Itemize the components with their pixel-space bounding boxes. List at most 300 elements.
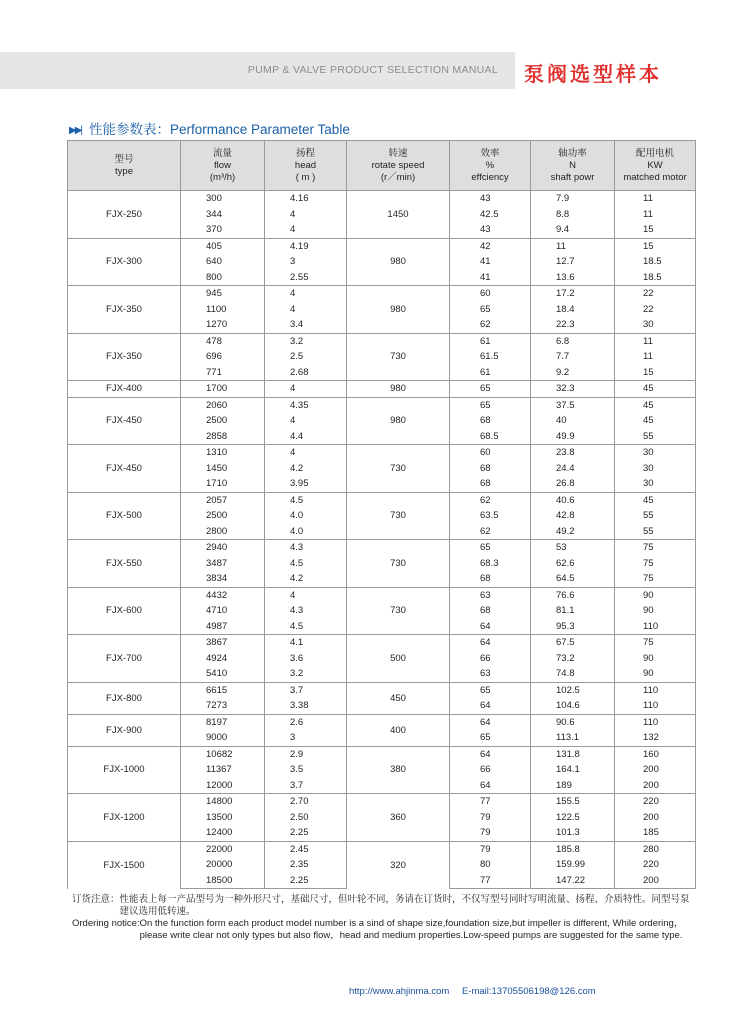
head-cell: 4.16 <box>265 191 347 207</box>
column-header-unit: effciency <box>471 171 509 183</box>
table-row <box>68 286 696 302</box>
motor-cell: 55 <box>615 429 696 445</box>
flow-cell: 4710 <box>181 603 265 619</box>
speed-cell: 360 <box>347 794 450 842</box>
motor-cell: 75 <box>615 571 696 587</box>
efficiency-cell: 63 <box>450 666 531 682</box>
shaft-power-cell: 8.8 <box>531 207 615 223</box>
motor-cell: 90 <box>615 651 696 667</box>
flow-cell: 300 <box>181 191 265 207</box>
shaft-power-cell: 131.8 <box>531 746 615 762</box>
note-zh <box>72 894 692 918</box>
motor-cell: 110 <box>615 698 696 714</box>
shaft-power-cell: 90.6 <box>531 714 615 730</box>
head-cell: 4 <box>265 207 347 223</box>
flow-cell: 1310 <box>181 445 265 461</box>
flow-cell: 640 <box>181 254 265 270</box>
efficiency-cell: 68 <box>450 461 531 477</box>
table-row <box>68 445 696 461</box>
motor-cell: 90 <box>615 666 696 682</box>
speed-cell: 1450 <box>347 191 450 239</box>
column-header-en: KW <box>647 159 663 171</box>
motor-cell: 11 <box>615 191 696 207</box>
shaft-power-cell: 113.1 <box>531 730 615 746</box>
flow-cell: 4432 <box>181 587 265 603</box>
head-cell: 4.5 <box>265 492 347 508</box>
head-cell: 4.2 <box>265 571 347 587</box>
type-cell: FJX-450 <box>68 445 181 493</box>
efficiency-cell: 68 <box>450 571 531 587</box>
type-cell: FJX-700 <box>68 635 181 683</box>
flow-cell: 6615 <box>181 682 265 698</box>
efficiency-cell: 65 <box>450 381 531 398</box>
flow-cell: 12000 <box>181 778 265 794</box>
head-cell: 4 <box>265 587 347 603</box>
shaft-power-cell: 53 <box>531 540 615 556</box>
head-cell: 4.0 <box>265 508 347 524</box>
column-header-zh: 效率 <box>480 147 500 159</box>
shaft-power-cell: 74.8 <box>531 666 615 682</box>
efficiency-cell: 62 <box>450 492 531 508</box>
head-cell: 4.5 <box>265 556 347 572</box>
head-cell: 2.9 <box>265 746 347 762</box>
shaft-power-cell: 49.2 <box>531 524 615 540</box>
double-arrow-icon: ▶▶| <box>69 125 81 136</box>
motor-cell: 200 <box>615 873 696 889</box>
column-header <box>265 141 347 191</box>
table-row <box>68 540 696 556</box>
efficiency-cell: 63 <box>450 587 531 603</box>
shaft-power-cell: 189 <box>531 778 615 794</box>
speed-cell: 730 <box>347 540 450 588</box>
efficiency-cell: 64 <box>450 778 531 794</box>
shaft-power-cell: 185.8 <box>531 841 615 857</box>
efficiency-cell: 42 <box>450 238 531 254</box>
efficiency-cell: 41 <box>450 270 531 286</box>
efficiency-cell: 66 <box>450 762 531 778</box>
head-cell: 4.19 <box>265 238 347 254</box>
table-body <box>68 191 696 889</box>
motor-cell: 200 <box>615 762 696 778</box>
flow-cell: 1270 <box>181 317 265 333</box>
flow-cell: 4987 <box>181 619 265 635</box>
column-header-unit: shaft powr <box>550 171 595 183</box>
efficiency-cell: 79 <box>450 810 531 826</box>
head-cell: 3.4 <box>265 317 347 333</box>
head-cell: 2.70 <box>265 794 347 810</box>
flow-cell: 1450 <box>181 461 265 477</box>
section-title: 性能参数表：Performance Parameter Table <box>88 122 350 137</box>
head-cell: 3.95 <box>265 476 347 492</box>
shaft-power-cell: 159.99 <box>531 857 615 873</box>
type-cell: FJX-1500 <box>68 841 181 889</box>
head-cell: 4 <box>265 286 347 302</box>
efficiency-cell: 43 <box>450 191 531 207</box>
flow-cell: 800 <box>181 270 265 286</box>
efficiency-cell: 79 <box>450 825 531 841</box>
table-row <box>68 587 696 603</box>
motor-cell: 110 <box>615 682 696 698</box>
motor-cell: 45 <box>615 413 696 429</box>
head-cell: 2.5 <box>265 349 347 365</box>
flow-cell: 10682 <box>181 746 265 762</box>
note-en-label: Ordering notice: <box>72 918 140 929</box>
efficiency-cell: 63.5 <box>450 508 531 524</box>
flow-cell: 14800 <box>181 794 265 810</box>
shaft-power-cell: 32.3 <box>531 381 615 398</box>
head-cell: 2.45 <box>265 841 347 857</box>
flow-cell: 22000 <box>181 841 265 857</box>
flow-cell: 18500 <box>181 873 265 889</box>
header-chinese-title: 泵阀选型样本 <box>524 64 662 86</box>
column-header-zh: 配用电机 <box>635 147 674 159</box>
type-cell: FJX-1000 <box>68 746 181 794</box>
motor-cell: 18.5 <box>615 254 696 270</box>
footer-website-link[interactable]: http://www.ahjinma.com <box>349 986 450 997</box>
flow-cell: 2060 <box>181 397 265 413</box>
column-header <box>531 141 615 191</box>
column-header-unit: matched motor <box>623 171 687 183</box>
shaft-power-cell: 12.7 <box>531 254 615 270</box>
speed-cell: 400 <box>347 714 450 746</box>
motor-cell: 45 <box>615 397 696 413</box>
efficiency-cell: 68 <box>450 476 531 492</box>
flow-cell: 20000 <box>181 857 265 873</box>
efficiency-cell: 65 <box>450 540 531 556</box>
column-header <box>68 141 181 191</box>
motor-cell: 75 <box>615 635 696 651</box>
header-english-title: PUMP & VALVE PRODUCT SELECTION MANUAL <box>247 64 498 76</box>
head-cell: 2.6 <box>265 714 347 730</box>
flow-cell: 945 <box>181 286 265 302</box>
head-cell: 4.3 <box>265 540 347 556</box>
efficiency-cell: 42.5 <box>450 207 531 223</box>
head-cell: 3.6 <box>265 651 347 667</box>
head-cell: 2.68 <box>265 365 347 381</box>
flow-cell: 2800 <box>181 524 265 540</box>
head-cell: 3.7 <box>265 778 347 794</box>
type-cell: FJX-550 <box>68 540 181 588</box>
motor-cell: 15 <box>615 238 696 254</box>
head-cell: 4.3 <box>265 603 347 619</box>
flow-cell: 370 <box>181 222 265 238</box>
performance-table <box>67 140 696 889</box>
column-header-en: rotate speed <box>371 159 425 171</box>
table-row <box>68 746 696 762</box>
head-cell: 4.1 <box>265 635 347 651</box>
column-header-en: head <box>294 159 317 171</box>
motor-cell: 220 <box>615 857 696 873</box>
shaft-power-cell: 147.22 <box>531 873 615 889</box>
motor-cell: 11 <box>615 349 696 365</box>
speed-cell: 980 <box>347 238 450 286</box>
efficiency-cell: 64 <box>450 714 531 730</box>
efficiency-cell: 60 <box>450 445 531 461</box>
type-cell: FJX-1200 <box>68 794 181 842</box>
shaft-power-cell: 26.8 <box>531 476 615 492</box>
head-cell: 4.35 <box>265 397 347 413</box>
motor-cell: 75 <box>615 540 696 556</box>
shaft-power-cell: 42.8 <box>531 508 615 524</box>
motor-cell: 132 <box>615 730 696 746</box>
efficiency-cell: 66 <box>450 651 531 667</box>
flow-cell: 696 <box>181 349 265 365</box>
head-cell: 4.4 <box>265 429 347 445</box>
speed-cell: 730 <box>347 445 450 493</box>
shaft-power-cell: 67.5 <box>531 635 615 651</box>
flow-cell: 12400 <box>181 825 265 841</box>
type-cell: FJX-800 <box>68 682 181 714</box>
efficiency-cell: 68 <box>450 603 531 619</box>
flow-cell: 344 <box>181 207 265 223</box>
head-cell: 3.2 <box>265 333 347 349</box>
head-cell: 2.25 <box>265 873 347 889</box>
motor-cell: 200 <box>615 810 696 826</box>
ordering-notes <box>72 894 692 942</box>
table-row <box>68 238 696 254</box>
flow-cell: 2500 <box>181 413 265 429</box>
shaft-power-cell: 9.2 <box>531 365 615 381</box>
shaft-power-cell: 155.5 <box>531 794 615 810</box>
flow-cell: 3867 <box>181 635 265 651</box>
speed-cell: 980 <box>347 381 450 398</box>
column-header <box>347 141 450 191</box>
efficiency-cell: 64 <box>450 746 531 762</box>
motor-cell: 18.5 <box>615 270 696 286</box>
head-cell: 3.7 <box>265 682 347 698</box>
column-header-unit: (m³/h) <box>209 171 236 183</box>
flow-cell: 3487 <box>181 556 265 572</box>
efficiency-cell: 65 <box>450 397 531 413</box>
column-header-en: type <box>115 165 133 177</box>
motor-cell: 30 <box>615 476 696 492</box>
type-cell: FJX-600 <box>68 587 181 635</box>
efficiency-cell: 64 <box>450 698 531 714</box>
head-cell: 2.25 <box>265 825 347 841</box>
motor-cell: 55 <box>615 524 696 540</box>
flow-cell: 771 <box>181 365 265 381</box>
efficiency-cell: 61.5 <box>450 349 531 365</box>
flow-cell: 1100 <box>181 302 265 318</box>
flow-cell: 2858 <box>181 429 265 445</box>
column-header <box>181 141 265 191</box>
efficiency-cell: 68 <box>450 413 531 429</box>
shaft-power-cell: 81.1 <box>531 603 615 619</box>
flow-cell: 7273 <box>181 698 265 714</box>
column-header-en: N <box>569 159 576 171</box>
motor-cell: 11 <box>615 207 696 223</box>
efficiency-cell: 60 <box>450 286 531 302</box>
table-header-row <box>68 141 696 191</box>
motor-cell: 45 <box>615 492 696 508</box>
shaft-power-cell: 11 <box>531 238 615 254</box>
speed-cell: 730 <box>347 587 450 635</box>
motor-cell: 22 <box>615 286 696 302</box>
table-row <box>68 381 696 398</box>
motor-cell: 45 <box>615 381 696 398</box>
speed-cell: 450 <box>347 682 450 714</box>
efficiency-cell: 68.3 <box>450 556 531 572</box>
motor-cell: 220 <box>615 794 696 810</box>
shaft-power-cell: 104.6 <box>531 698 615 714</box>
efficiency-cell: 62 <box>450 317 531 333</box>
speed-cell: 730 <box>347 492 450 540</box>
head-cell: 4 <box>265 302 347 318</box>
shaft-power-cell: 62.6 <box>531 556 615 572</box>
motor-cell: 30 <box>615 461 696 477</box>
table-row <box>68 682 696 698</box>
speed-cell: 980 <box>347 397 450 445</box>
head-cell: 4.0 <box>265 524 347 540</box>
efficiency-cell: 64 <box>450 619 531 635</box>
motor-cell: 55 <box>615 508 696 524</box>
flow-cell: 8197 <box>181 714 265 730</box>
table-row <box>68 841 696 857</box>
type-cell: FJX-400 <box>68 381 181 398</box>
head-cell: 3 <box>265 254 347 270</box>
motor-cell: 75 <box>615 556 696 572</box>
head-cell: 2.50 <box>265 810 347 826</box>
column-header-zh: 轴功率 <box>558 147 587 159</box>
shaft-power-cell: 6.8 <box>531 333 615 349</box>
flow-cell: 405 <box>181 238 265 254</box>
flow-cell: 2940 <box>181 540 265 556</box>
speed-cell: 320 <box>347 841 450 889</box>
column-header-zh: 扬程 <box>295 147 315 159</box>
head-cell: 4 <box>265 381 347 398</box>
column-header-en: flow <box>214 159 231 171</box>
motor-cell: 30 <box>615 317 696 333</box>
type-cell: FJX-300 <box>68 238 181 286</box>
shaft-power-cell: 37.5 <box>531 397 615 413</box>
motor-cell: 185 <box>615 825 696 841</box>
column-header-zh: 转速 <box>388 147 408 159</box>
column-header-unit: (r／min) <box>380 171 416 183</box>
shaft-power-cell: 64.5 <box>531 571 615 587</box>
motor-cell: 160 <box>615 746 696 762</box>
efficiency-cell: 68.5 <box>450 429 531 445</box>
table-row <box>68 397 696 413</box>
flow-cell: 4924 <box>181 651 265 667</box>
motor-cell: 280 <box>615 841 696 857</box>
shaft-power-cell: 101.3 <box>531 825 615 841</box>
column-header-unit: ( m ) <box>295 171 316 183</box>
note-en <box>72 918 692 942</box>
efficiency-cell: 61 <box>450 333 531 349</box>
table-row <box>68 794 696 810</box>
efficiency-cell: 61 <box>450 365 531 381</box>
type-cell: FJX-450 <box>68 397 181 445</box>
type-cell: FJX-900 <box>68 714 181 746</box>
speed-cell: 980 <box>347 286 450 334</box>
shaft-power-cell: 40 <box>531 413 615 429</box>
column-header-en: % <box>485 159 495 171</box>
head-cell: 4.2 <box>265 461 347 477</box>
efficiency-cell: 79 <box>450 841 531 857</box>
shaft-power-cell: 49.9 <box>531 429 615 445</box>
motor-cell: 22 <box>615 302 696 318</box>
note-zh-label: 订货注意： <box>72 894 120 905</box>
flow-cell: 13500 <box>181 810 265 826</box>
table-row <box>68 333 696 349</box>
head-cell: 4 <box>265 222 347 238</box>
footer-email[interactable]: E-mail:13705506198@126.com <box>461 986 596 997</box>
motor-cell: 110 <box>615 714 696 730</box>
head-cell: 3.5 <box>265 762 347 778</box>
shaft-power-cell: 13.6 <box>531 270 615 286</box>
type-cell: FJX-250 <box>68 191 181 239</box>
head-cell: 3 <box>265 730 347 746</box>
shaft-power-cell: 76.6 <box>531 587 615 603</box>
column-header-zh: 型号 <box>114 153 134 165</box>
shaft-power-cell: 102.5 <box>531 682 615 698</box>
table-row <box>68 191 696 207</box>
motor-cell: 30 <box>615 445 696 461</box>
table-row <box>68 492 696 508</box>
motor-cell: 90 <box>615 587 696 603</box>
shaft-power-cell: 164.1 <box>531 762 615 778</box>
motor-cell: 200 <box>615 778 696 794</box>
column-header <box>450 141 531 191</box>
efficiency-cell: 65 <box>450 730 531 746</box>
flow-cell: 2057 <box>181 492 265 508</box>
flow-cell: 5410 <box>181 666 265 682</box>
shaft-power-cell: 7.9 <box>531 191 615 207</box>
motor-cell: 110 <box>615 619 696 635</box>
shaft-power-cell: 17.2 <box>531 286 615 302</box>
note-zh-text: 性能表上每一产品型号为一种外形尺寸，基础尺寸，但叶轮不同，务请在订货时，不仅写型号同时写明流量、扬程、介质特性。同型号泵建议选用低转速。 <box>119 894 690 917</box>
head-cell: 4 <box>265 413 347 429</box>
efficiency-cell: 41 <box>450 254 531 270</box>
table-row <box>68 635 696 651</box>
type-cell: FJX-350 <box>68 333 181 381</box>
efficiency-cell: 80 <box>450 857 531 873</box>
shaft-power-cell: 18.4 <box>531 302 615 318</box>
efficiency-cell: 65 <box>450 682 531 698</box>
motor-cell: 90 <box>615 603 696 619</box>
shaft-power-cell: 22.3 <box>531 317 615 333</box>
efficiency-cell: 64 <box>450 635 531 651</box>
head-cell: 3.38 <box>265 698 347 714</box>
shaft-power-cell: 95.3 <box>531 619 615 635</box>
shaft-power-cell: 24.4 <box>531 461 615 477</box>
speed-cell: 380 <box>347 746 450 794</box>
shaft-power-cell: 122.5 <box>531 810 615 826</box>
column-header <box>615 141 696 191</box>
efficiency-cell: 77 <box>450 794 531 810</box>
type-cell: FJX-500 <box>68 492 181 540</box>
shaft-power-cell: 73.2 <box>531 651 615 667</box>
shaft-power-cell: 40.6 <box>531 492 615 508</box>
head-cell: 4 <box>265 445 347 461</box>
section-heading <box>69 118 350 138</box>
head-cell: 2.35 <box>265 857 347 873</box>
head-cell: 3.2 <box>265 666 347 682</box>
flow-cell: 1700 <box>181 381 265 398</box>
speed-cell: 730 <box>347 333 450 381</box>
flow-cell: 1710 <box>181 476 265 492</box>
flow-cell: 9000 <box>181 730 265 746</box>
flow-cell: 11367 <box>181 762 265 778</box>
head-cell: 4.5 <box>265 619 347 635</box>
efficiency-cell: 62 <box>450 524 531 540</box>
shaft-power-cell: 9.4 <box>531 222 615 238</box>
speed-cell: 500 <box>347 635 450 683</box>
flow-cell: 2500 <box>181 508 265 524</box>
efficiency-cell: 43 <box>450 222 531 238</box>
motor-cell: 11 <box>615 333 696 349</box>
shaft-power-cell: 23.8 <box>531 445 615 461</box>
